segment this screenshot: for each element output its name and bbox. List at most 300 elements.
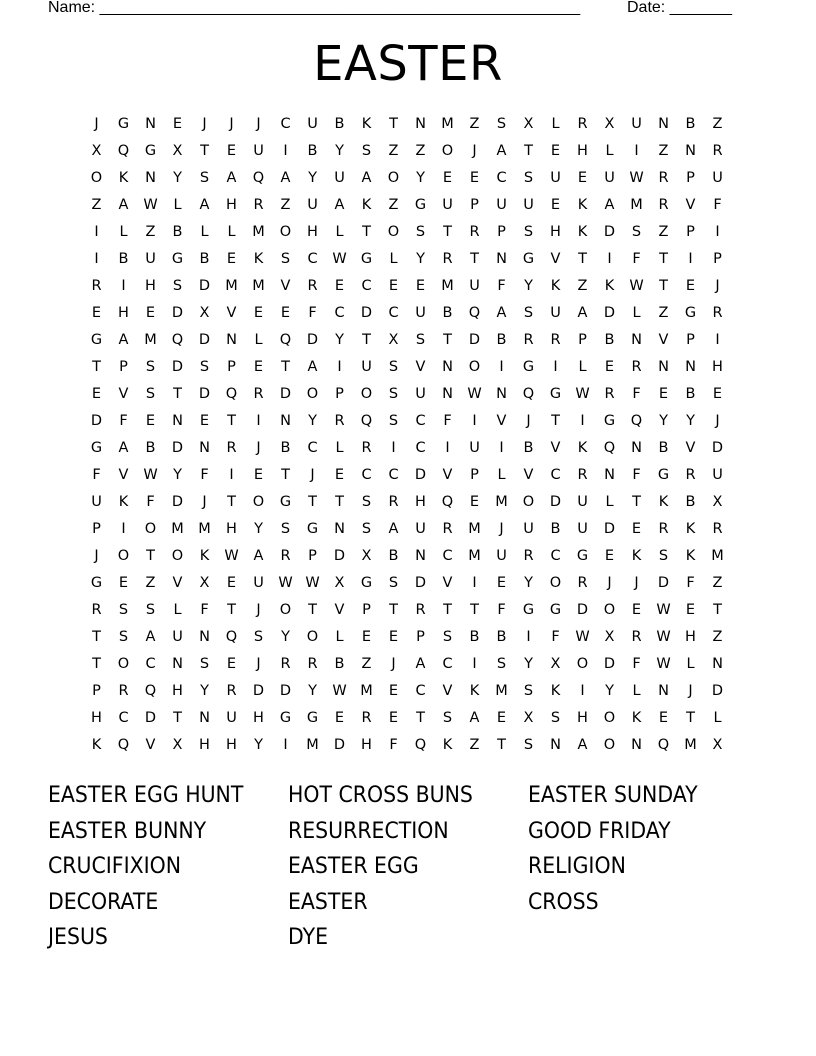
grid-letter: U <box>226 710 237 726</box>
grid-letter: B <box>550 521 561 537</box>
grid-letter: N <box>658 683 669 699</box>
grid-letter: Y <box>173 467 182 483</box>
grid-letter: U <box>415 305 426 321</box>
grid-letter: D <box>144 710 157 726</box>
grid-letter: Y <box>686 413 695 429</box>
grid-letter: T <box>443 602 452 618</box>
grid-letter: I <box>580 683 585 699</box>
grid-letter: H <box>145 278 156 294</box>
grid-letter: W <box>143 467 158 483</box>
grid-letter: C <box>442 548 453 564</box>
grid-letter: M <box>144 332 157 348</box>
grid-letter: O <box>117 656 130 672</box>
grid-letter: C <box>550 467 561 483</box>
grid-letter: E <box>712 386 723 402</box>
grid-letter: W <box>656 602 671 618</box>
grid-letter: T <box>443 224 452 240</box>
grid-letter: R <box>658 170 669 186</box>
grid-letter: R <box>442 521 453 537</box>
grid-letter: Z <box>280 197 291 213</box>
grid-letter: X <box>712 737 723 753</box>
grid-letter: G <box>279 710 292 726</box>
grid-letter: L <box>119 224 128 240</box>
grid-letter: K <box>550 683 561 699</box>
grid-letter: R <box>712 521 723 537</box>
grid-letter: R <box>469 224 480 240</box>
grid-letter: D <box>468 332 481 348</box>
grid-letter: J <box>202 494 207 510</box>
grid-row <box>83 708 731 735</box>
grid-letter: H <box>226 521 237 537</box>
grid-letter: J <box>634 575 639 591</box>
grid-row <box>83 546 731 573</box>
word-bank-row <box>48 923 768 959</box>
grid-letter: Z <box>469 116 480 132</box>
grid-letter: L <box>335 629 344 645</box>
word-bank-row <box>48 852 768 888</box>
grid-letter: T <box>308 494 317 510</box>
grid-letter: B <box>685 494 696 510</box>
grid-letter: Y <box>416 251 425 267</box>
grid-letter: J <box>256 602 261 618</box>
grid-letter: G <box>90 332 103 348</box>
grid-letter: Y <box>524 656 533 672</box>
grid-row <box>83 357 731 384</box>
grid-letter: T <box>524 143 533 159</box>
grid-letter: U <box>523 197 534 213</box>
grid-letter: I <box>553 359 558 375</box>
grid-letter: D <box>198 332 211 348</box>
grid-letter: Z <box>658 224 669 240</box>
grid-letter: V <box>685 440 696 456</box>
grid-letter: E <box>280 305 291 321</box>
grid-letter: S <box>280 251 291 267</box>
grid-letter: S <box>415 224 426 240</box>
grid-letter: T <box>362 332 371 348</box>
word-bank-item: JESUS <box>48 925 108 951</box>
grid-letter: E <box>577 170 588 186</box>
grid-letter: I <box>580 413 585 429</box>
grid-letter: N <box>415 116 426 132</box>
grid-letter: D <box>603 521 616 537</box>
grid-letter: W <box>575 629 590 645</box>
grid-letter: G <box>522 602 535 618</box>
grid-letter: A <box>307 359 318 375</box>
grid-letter: X <box>334 575 345 591</box>
grid-letter: P <box>686 332 695 348</box>
grid-letter: F <box>443 413 452 429</box>
grid-letter: P <box>470 197 479 213</box>
grid-letter: Q <box>603 440 616 456</box>
grid-letter: W <box>143 197 158 213</box>
grid-letter: M <box>441 278 454 294</box>
grid-letter: N <box>226 332 237 348</box>
grid-letter: A <box>577 737 588 753</box>
grid-letter: V <box>172 575 183 591</box>
grid-letter: E <box>388 710 399 726</box>
grid-letter: S <box>631 224 642 240</box>
grid-letter: P <box>686 224 695 240</box>
grid-letter: F <box>497 602 506 618</box>
grid-letter: E <box>334 467 345 483</box>
grid-letter: Q <box>414 737 427 753</box>
grid-row <box>83 438 731 465</box>
grid-row <box>83 195 731 222</box>
grid-letter: T <box>470 602 479 618</box>
grid-letter: T <box>173 710 182 726</box>
grid-letter: P <box>497 224 506 240</box>
grid-letter: I <box>445 440 450 456</box>
grid-letter: C <box>496 170 507 186</box>
grid-letter: N <box>658 116 669 132</box>
grid-letter: I <box>121 278 126 294</box>
grid-letter: K <box>577 197 588 213</box>
grid-letter: M <box>360 683 373 699</box>
grid-letter: Q <box>225 386 238 402</box>
grid-letter: E <box>334 278 345 294</box>
grid-letter: B <box>685 116 696 132</box>
grid-letter: Z <box>415 143 426 159</box>
grid-letter: O <box>603 737 616 753</box>
grid-letter: G <box>171 251 184 267</box>
grid-letter: T <box>389 116 398 132</box>
grid-letter: Y <box>281 629 290 645</box>
grid-letter: N <box>631 440 642 456</box>
grid-row <box>83 411 731 438</box>
grid-letter: L <box>227 224 236 240</box>
grid-letter: X <box>550 656 561 672</box>
grid-letter: E <box>145 413 156 429</box>
grid-letter: J <box>94 548 99 564</box>
grid-letter: X <box>523 710 534 726</box>
grid-letter: C <box>415 440 426 456</box>
grid-letter: O <box>306 386 319 402</box>
grid-letter: R <box>415 602 426 618</box>
grid-letter: D <box>603 305 616 321</box>
grid-letter: K <box>253 251 264 267</box>
grid-letter: R <box>253 197 264 213</box>
grid-letter: V <box>415 359 426 375</box>
grid-row <box>83 492 731 519</box>
grid-letter: P <box>578 332 587 348</box>
grid-letter: E <box>469 170 480 186</box>
grid-letter: R <box>253 386 264 402</box>
grid-letter: I <box>715 332 720 348</box>
grid-letter: U <box>712 170 723 186</box>
grid-letter: E <box>172 116 183 132</box>
grid-letter: R <box>550 332 561 348</box>
grid-letter: D <box>549 494 562 510</box>
grid-letter: R <box>631 359 642 375</box>
grid-letter: M <box>225 278 238 294</box>
grid-row <box>83 303 731 330</box>
grid-letter: C <box>415 413 426 429</box>
grid-letter: I <box>337 359 342 375</box>
grid-letter: N <box>172 656 183 672</box>
grid-letter: A <box>280 170 291 186</box>
grid-letter: T <box>578 251 587 267</box>
grid-letter: D <box>171 359 184 375</box>
grid-letter: V <box>226 305 237 321</box>
grid-letter: S <box>253 629 264 645</box>
grid-letter: T <box>443 332 452 348</box>
grid-letter: I <box>472 656 477 672</box>
grid-letter: T <box>92 656 101 672</box>
grid-letter: Q <box>657 737 670 753</box>
grid-letter: E <box>361 629 372 645</box>
grid-letter: A <box>253 548 264 564</box>
grid-letter: B <box>658 440 669 456</box>
word-bank <box>48 781 768 959</box>
grid-letter: T <box>335 494 344 510</box>
grid-letter: A <box>415 656 426 672</box>
grid-letter: F <box>551 629 560 645</box>
grid-letter: E <box>334 710 345 726</box>
grid-letter: W <box>332 683 347 699</box>
grid-letter: E <box>388 629 399 645</box>
grid-letter: K <box>685 521 696 537</box>
grid-row <box>83 384 731 411</box>
grid-letter: E <box>388 683 399 699</box>
grid-letter: N <box>334 521 345 537</box>
grid-letter: U <box>469 440 480 456</box>
grid-letter: T <box>416 710 425 726</box>
grid-letter: W <box>656 656 671 672</box>
grid-letter: N <box>604 467 615 483</box>
grid-letter: M <box>171 521 184 537</box>
grid-letter: H <box>172 683 183 699</box>
grid-letter: F <box>632 386 641 402</box>
grid-letter: I <box>229 467 234 483</box>
grid-letter: S <box>388 413 399 429</box>
grid-letter: J <box>94 116 99 132</box>
grid-letter: D <box>603 224 616 240</box>
grid-letter: E <box>631 521 642 537</box>
grid-letter: O <box>387 224 400 240</box>
grid-letter: K <box>658 494 669 510</box>
grid-letter: I <box>283 737 288 753</box>
grid-letter: O <box>603 602 616 618</box>
grid-letter: C <box>361 278 372 294</box>
grid-letter: X <box>604 116 615 132</box>
grid-letter: U <box>631 116 642 132</box>
grid-letter: Z <box>658 143 669 159</box>
grid-letter: D <box>171 305 184 321</box>
grid-letter: M <box>252 278 265 294</box>
grid-letter: K <box>631 710 642 726</box>
grid-letter: Q <box>279 332 292 348</box>
grid-letter: M <box>630 197 643 213</box>
grid-letter: E <box>253 467 264 483</box>
grid-letter: N <box>280 413 291 429</box>
grid-letter: K <box>118 170 129 186</box>
grid-letter: B <box>118 251 129 267</box>
grid-letter: F <box>92 467 101 483</box>
grid-letter: U <box>496 197 507 213</box>
grid-letter: Z <box>388 143 399 159</box>
grid-letter: L <box>173 197 182 213</box>
grid-letter: E <box>658 386 669 402</box>
grid-letter: S <box>388 386 399 402</box>
grid-letter: O <box>252 494 265 510</box>
word-bank-item: CRUCIFIXION <box>48 854 182 880</box>
grid-letter: U <box>442 197 453 213</box>
grid-letter: D <box>711 683 724 699</box>
grid-letter: A <box>604 197 615 213</box>
grid-letter: S <box>199 359 210 375</box>
grid-letter: A <box>118 197 129 213</box>
grid-letter: T <box>281 467 290 483</box>
grid-letter: Y <box>416 170 425 186</box>
grid-letter: U <box>496 548 507 564</box>
grid-letter: I <box>634 143 639 159</box>
grid-letter: N <box>442 386 453 402</box>
grid-letter: Q <box>171 332 184 348</box>
grid-letter: W <box>278 575 293 591</box>
grid-letter: P <box>119 359 128 375</box>
grid-letter: E <box>226 251 237 267</box>
grid-letter: X <box>712 494 723 510</box>
grid-letter: P <box>92 683 101 699</box>
grid-letter: Z <box>469 737 480 753</box>
grid-letter: M <box>468 521 481 537</box>
grid-letter: B <box>442 305 453 321</box>
grid-letter: I <box>94 251 99 267</box>
grid-letter: E <box>415 278 426 294</box>
letter-grid <box>83 114 731 762</box>
grid-letter: Q <box>630 413 643 429</box>
grid-letter: X <box>604 629 615 645</box>
grid-letter: I <box>94 224 99 240</box>
grid-letter: U <box>91 494 102 510</box>
grid-letter: S <box>550 710 561 726</box>
grid-letter: L <box>335 224 344 240</box>
grid-letter: S <box>523 683 534 699</box>
grid-letter: H <box>226 197 237 213</box>
grid-letter: U <box>415 386 426 402</box>
grid-letter: J <box>715 413 720 429</box>
grid-letter: D <box>414 575 427 591</box>
grid-letter: U <box>604 170 615 186</box>
grid-letter: Z <box>361 656 372 672</box>
grid-letter: P <box>416 629 425 645</box>
grid-letter: B <box>685 386 696 402</box>
grid-letter: Y <box>308 683 317 699</box>
grid-letter: I <box>121 521 126 537</box>
grid-letter: T <box>659 278 668 294</box>
grid-letter: W <box>629 278 644 294</box>
grid-letter: S <box>361 143 372 159</box>
grid-letter: U <box>307 116 318 132</box>
grid-letter: N <box>631 737 642 753</box>
grid-letter: E <box>604 548 615 564</box>
grid-letter: D <box>306 332 319 348</box>
grid-letter: M <box>468 548 481 564</box>
grid-letter: V <box>442 575 453 591</box>
grid-letter: W <box>629 170 644 186</box>
grid-letter: U <box>361 359 372 375</box>
grid-letter: Z <box>145 575 156 591</box>
word-bank-item: RESURRECTION <box>288 818 449 844</box>
grid-letter: Z <box>388 197 399 213</box>
grid-letter: M <box>306 737 319 753</box>
grid-letter: G <box>306 521 319 537</box>
grid-letter: C <box>361 467 372 483</box>
grid-letter: J <box>499 521 504 537</box>
grid-letter: C <box>550 548 561 564</box>
grid-row <box>83 681 731 708</box>
grid-letter: Q <box>468 305 481 321</box>
grid-letter: E <box>685 602 696 618</box>
grid-letter: F <box>146 494 155 510</box>
grid-letter: J <box>256 656 261 672</box>
grid-letter: N <box>172 413 183 429</box>
grid-letter: E <box>91 386 102 402</box>
grid-letter: T <box>713 602 722 618</box>
grid-letter: N <box>145 116 156 132</box>
grid-letter: F <box>497 278 506 294</box>
grid-letter: D <box>414 467 427 483</box>
grid-letter: V <box>550 440 561 456</box>
grid-letter: T <box>227 413 236 429</box>
grid-letter: C <box>388 467 399 483</box>
grid-letter: K <box>604 278 615 294</box>
grid-letter: B <box>388 548 399 564</box>
grid-letter: A <box>577 305 588 321</box>
grid-letter: S <box>388 575 399 591</box>
grid-letter: F <box>632 656 641 672</box>
grid-letter: N <box>199 710 210 726</box>
grid-letter: S <box>415 332 426 348</box>
grid-letter: O <box>603 710 616 726</box>
grid-letter: P <box>470 467 479 483</box>
grid-letter: X <box>523 116 534 132</box>
grid-letter: L <box>551 116 560 132</box>
grid-letter: E <box>496 575 507 591</box>
grid-letter: D <box>279 386 292 402</box>
grid-letter: L <box>254 332 263 348</box>
word-bank-item: RELIGION <box>528 854 626 880</box>
grid-letter: C <box>145 656 156 672</box>
grid-letter: E <box>685 278 696 294</box>
grid-letter: R <box>577 575 588 591</box>
grid-letter: X <box>172 737 183 753</box>
grid-letter: E <box>631 602 642 618</box>
grid-letter: Z <box>712 116 723 132</box>
grid-letter: H <box>307 224 318 240</box>
grid-letter: N <box>712 656 723 672</box>
grid-letter: R <box>226 683 237 699</box>
grid-letter: A <box>226 170 237 186</box>
grid-letter: K <box>685 548 696 564</box>
grid-letter: N <box>550 737 561 753</box>
grid-letter: C <box>280 116 291 132</box>
word-bank-item: CROSS <box>528 889 599 915</box>
grid-letter: Z <box>712 629 723 645</box>
grid-letter: K <box>577 440 588 456</box>
grid-letter: O <box>279 602 292 618</box>
grid-letter: D <box>657 575 670 591</box>
grid-letter: O <box>144 521 157 537</box>
grid-letter: J <box>202 116 207 132</box>
grid-letter: P <box>713 251 722 267</box>
grid-letter: H <box>415 494 426 510</box>
grid-letter: Q <box>441 494 454 510</box>
grid-letter: Q <box>144 683 157 699</box>
grid-letter: L <box>605 494 614 510</box>
grid-letter: I <box>715 224 720 240</box>
grid-letter: B <box>145 440 156 456</box>
